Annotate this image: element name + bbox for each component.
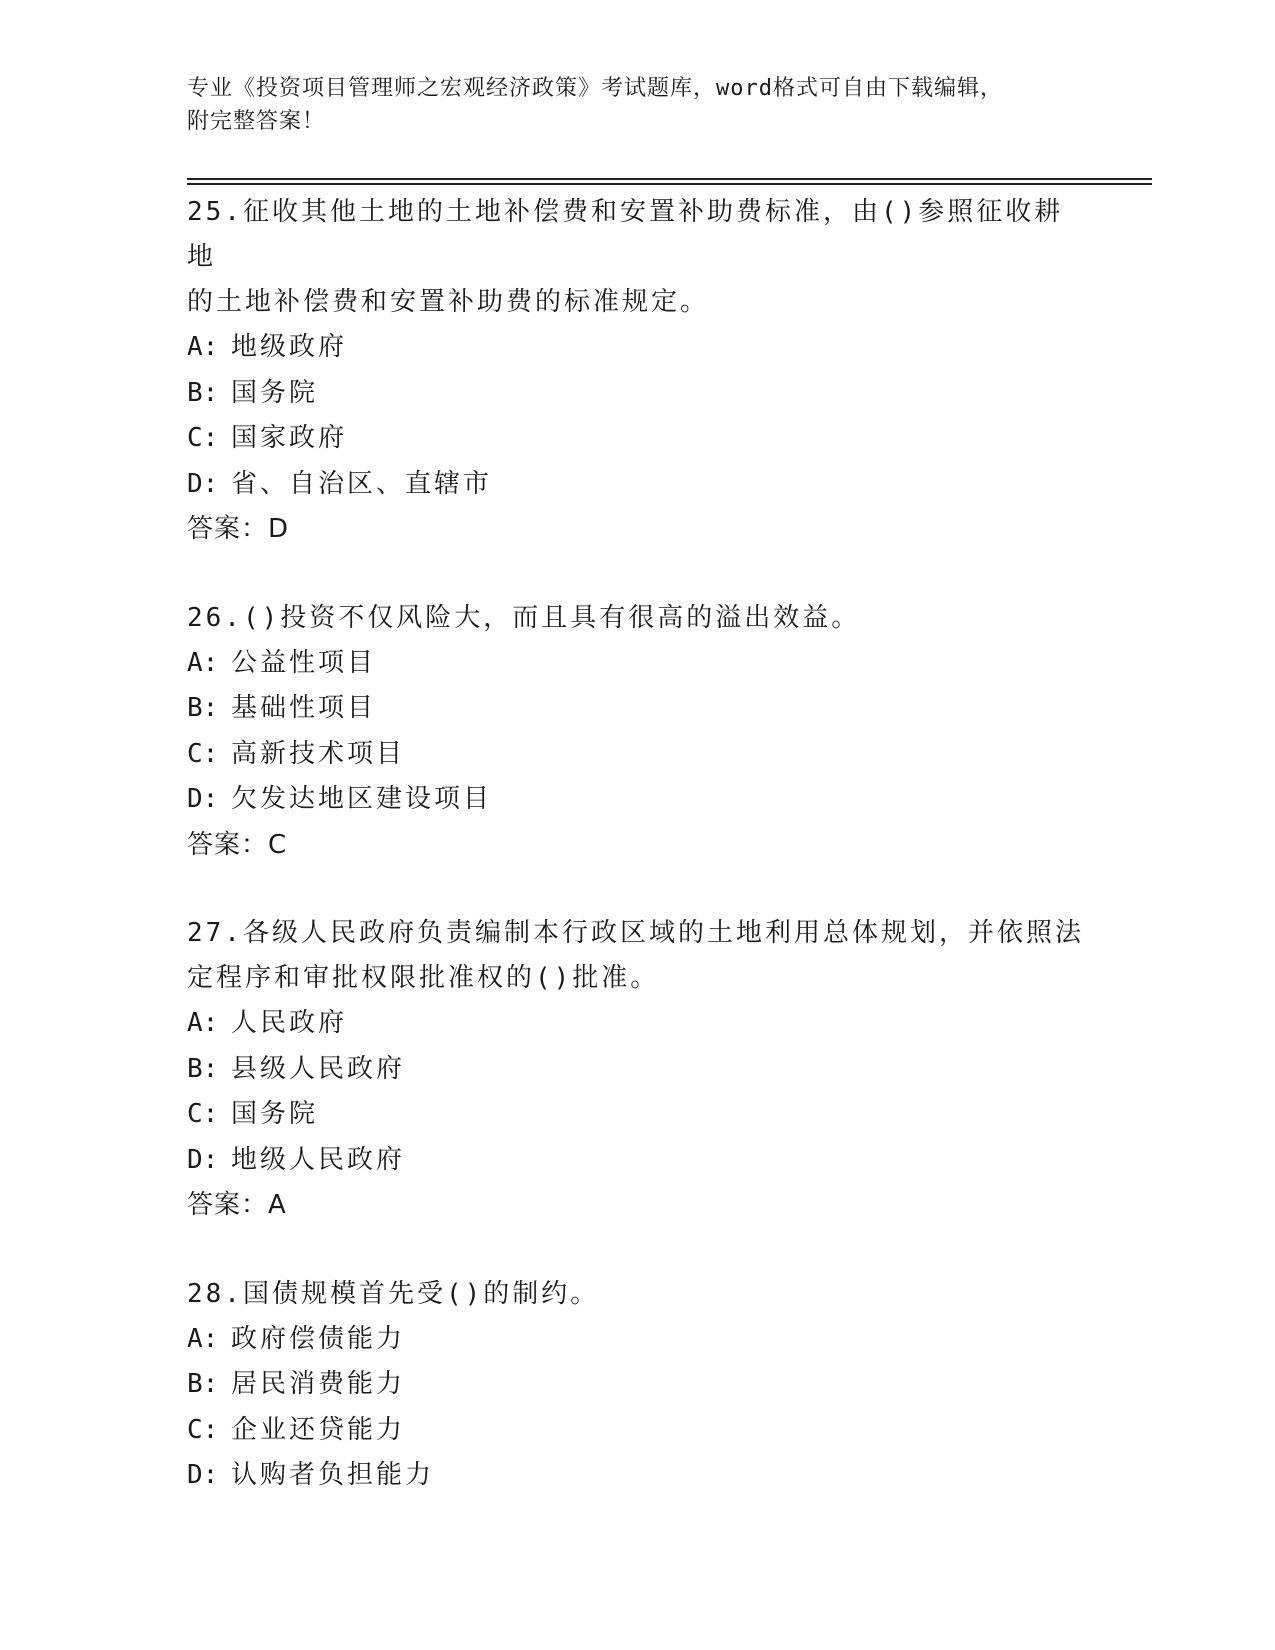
option-letter: B: — [187, 377, 219, 408]
option-text: 认购者负担能力 — [231, 1460, 435, 1490]
option-text: 国家政府 — [231, 423, 348, 453]
option-a — [187, 1317, 1087, 1363]
question-spacer — [187, 553, 1087, 596]
option-a — [187, 641, 1087, 687]
option-text: 企业还贷能力 — [231, 1414, 406, 1445]
question-spacer — [187, 868, 1087, 911]
question-text-line: 的土地补偿费和安置补助费的标准规定。 — [187, 287, 710, 317]
option-letter: B: — [187, 1369, 219, 1399]
answer-label: 答案：D — [187, 514, 290, 544]
document-header — [187, 72, 1087, 138]
option-letter: D: — [187, 784, 219, 814]
option-b — [187, 1362, 1087, 1408]
question-spacer — [187, 1229, 1087, 1272]
option-c — [187, 732, 1087, 778]
option-letter: A: — [187, 332, 219, 362]
option-text: 国务院 — [231, 377, 319, 408]
option-letter: D: — [187, 1144, 219, 1175]
option-letter: A: — [187, 647, 219, 678]
option-c — [187, 1092, 1087, 1138]
option-letter: D: — [187, 468, 219, 499]
option-d — [187, 1138, 1087, 1184]
option-letter: C: — [187, 738, 219, 769]
answer-label: 答案：C — [187, 829, 288, 860]
option-text: 地级人民政府 — [231, 1144, 406, 1175]
question-text-line: 26.()投资不仅风险大，而且具有很高的溢出效益。 — [187, 602, 861, 633]
option-d — [187, 1453, 1087, 1499]
option-d — [187, 777, 1087, 823]
question-28 — [187, 1272, 1087, 1499]
option-letter: A: — [187, 1008, 219, 1038]
option-c — [187, 1408, 1087, 1454]
option-text: 地级政府 — [231, 332, 348, 362]
question-text-line: 定程序和审批权限批准权的()批准。 — [187, 963, 660, 993]
question-text-line: 28.国债规模首先受()的制约。 — [187, 1278, 600, 1309]
option-letter: B: — [187, 693, 219, 723]
header-line-2: 附完整答案！ — [187, 109, 326, 134]
option-a — [187, 325, 1087, 371]
option-letter: D: — [187, 1460, 219, 1490]
question-list — [187, 190, 1087, 1499]
option-letter: C: — [187, 1414, 219, 1445]
option-letter: B: — [187, 1053, 219, 1084]
answer-label: 答案：A — [187, 1190, 287, 1220]
option-text: 政府偿债能力 — [231, 1323, 406, 1354]
option-text: 国务院 — [231, 1099, 319, 1129]
option-text: 高新技术项目 — [231, 738, 406, 769]
header-line-1: 专业《投资项目管理师之宏观经济政策》考试题库，word格式可自由下载编辑， — [187, 76, 1003, 101]
question-25 — [187, 190, 1087, 553]
option-text: 基础性项目 — [231, 693, 377, 723]
option-c — [187, 416, 1087, 462]
option-b — [187, 371, 1087, 417]
option-text: 省、自治区、直辖市 — [231, 468, 493, 499]
option-a — [187, 1001, 1087, 1047]
option-text: 欠发达地区建设项目 — [231, 784, 493, 814]
question-text-line: 27.各级人民政府负责编制本行政区域的土地利用总体规划，并依照法 — [187, 918, 1084, 948]
option-d — [187, 462, 1087, 508]
header-divider-top — [187, 178, 1152, 180]
question-26 — [187, 596, 1087, 869]
option-text: 居民消费能力 — [231, 1369, 406, 1399]
question-27 — [187, 911, 1087, 1229]
option-b — [187, 686, 1087, 732]
option-b — [187, 1047, 1087, 1093]
option-letter: C: — [187, 1099, 219, 1129]
option-text: 公益性项目 — [231, 647, 377, 678]
option-letter: C: — [187, 423, 219, 453]
option-letter: A: — [187, 1323, 219, 1354]
question-text-line: 25.征收其他土地的土地补偿费和安置补助费标准，由()参照征收耕地 — [187, 197, 1064, 272]
option-text: 县级人民政府 — [231, 1053, 406, 1084]
header-divider-bottom — [187, 183, 1152, 185]
option-text: 人民政府 — [231, 1008, 348, 1038]
